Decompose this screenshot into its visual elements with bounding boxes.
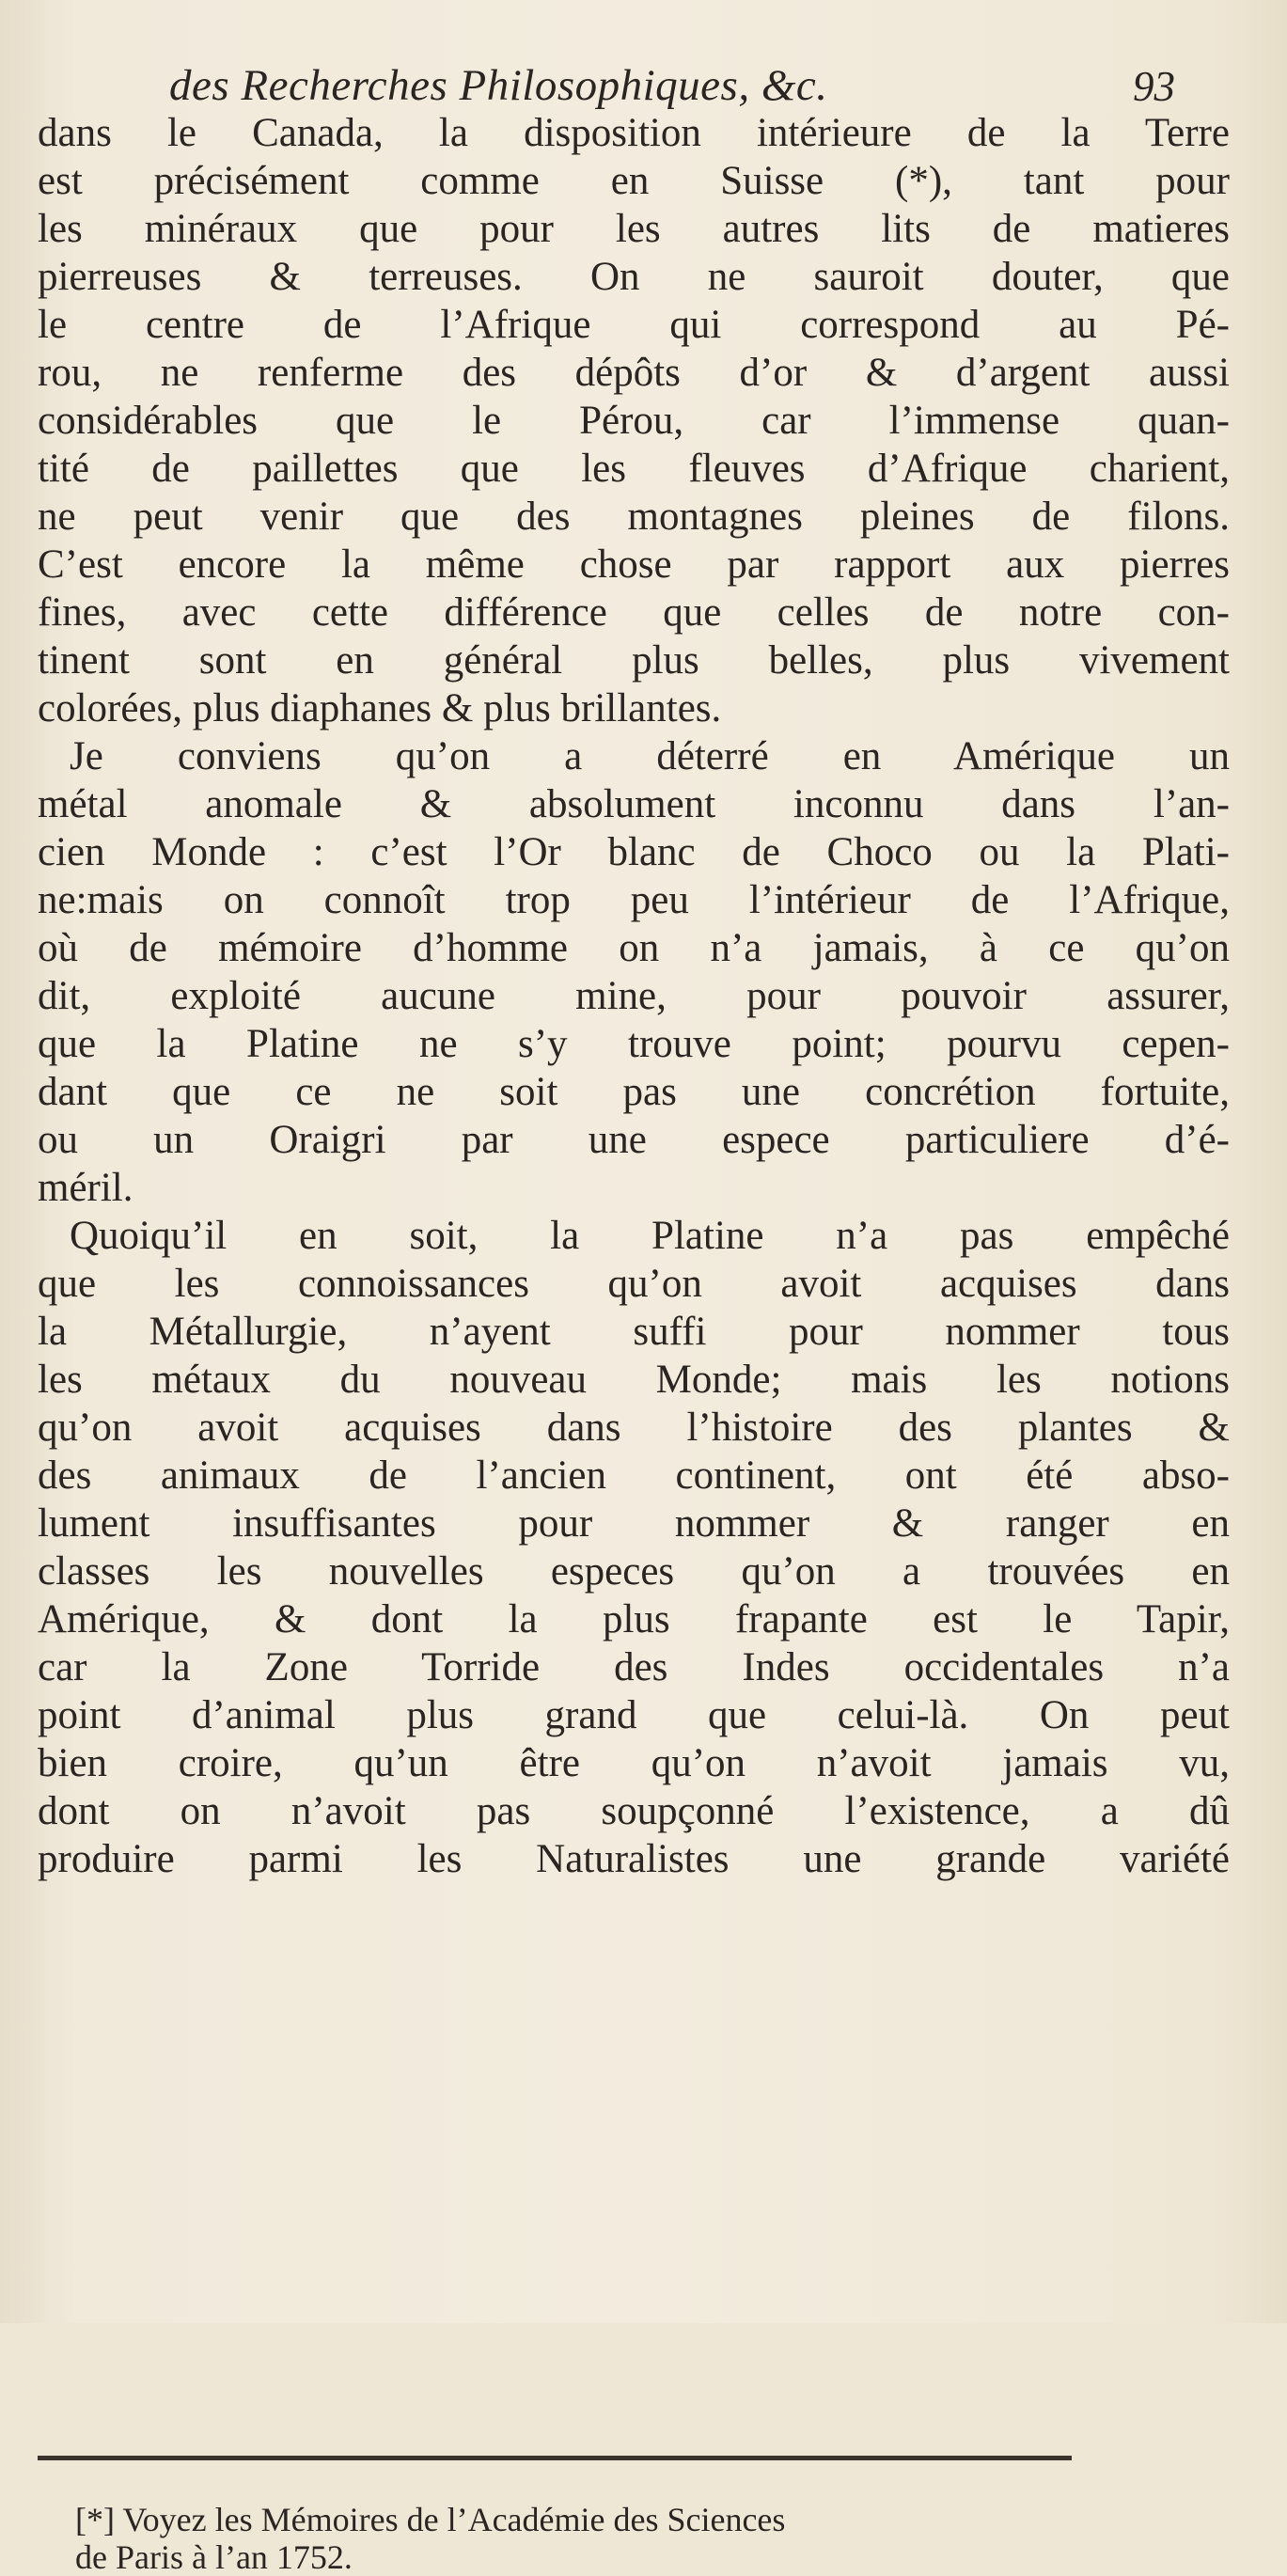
page-number: 93 bbox=[1133, 63, 1175, 110]
text-line: qu’on avoit acquises dans l’histoire des plantes & bbox=[38, 1406, 1230, 1450]
footnote-rule bbox=[38, 2456, 1072, 2460]
text-line: considérables que le Pérou, car l’immense quan- bbox=[38, 399, 1230, 443]
text-line: tité de paillettes que les fleuves d’Afrique charient, bbox=[38, 447, 1230, 491]
text-line: Quoiqu’il en soit, la Platine n’a pas empêché bbox=[70, 1214, 1230, 1258]
text-line: les minéraux que pour les autres lits de matieres bbox=[38, 207, 1230, 251]
text-line: dant que ce ne soit pas une concrétion fortuite, bbox=[38, 1070, 1230, 1114]
body-text bbox=[38, 109, 1230, 1883]
text-line: classes les nouvelles especes qu’on a trouvées en bbox=[38, 1549, 1230, 1594]
footnote-line: [*] Voyez les Mémoires de l’Académie des Sciences bbox=[75, 2501, 786, 2538]
text-line: les métaux du nouveau Monde; mais les notions bbox=[38, 1358, 1230, 1402]
text-line: dit, exploité aucune mine, pour pouvoir assurer, bbox=[38, 974, 1230, 1018]
footnotes bbox=[75, 2501, 1203, 2576]
text-line: ne:mais on connoît trop peu l’intérieur de l’Afrique, bbox=[38, 878, 1230, 922]
text-line: que la Platine ne s’y trouve point; pourvu cepen- bbox=[38, 1022, 1230, 1066]
text-line: Je conviens qu’on a déterré en Amérique un bbox=[70, 734, 1230, 778]
text-line: ne peut venir que des montagnes pleines de filons. bbox=[38, 495, 1230, 539]
running-head: des Recherches Philosophiques, &c. bbox=[169, 61, 828, 110]
text-line: Amérique, & dont la plus frapante est le Tapir, bbox=[38, 1597, 1230, 1641]
text-line: produire parmi les Naturalistes une grande variété bbox=[38, 1837, 1230, 1881]
text-line: est précisément comme en Suisse (*), tant pour bbox=[38, 159, 1230, 203]
text-line: où de mémoire d’homme on n’a jamais, à ce qu’on bbox=[38, 926, 1230, 970]
text-line: cien Monde : c’est l’Or blanc de Choco ou la Plati- bbox=[38, 830, 1230, 874]
text-line: méril. bbox=[38, 1166, 133, 1210]
text-line: métal anomale & absolument inconnu dans l’an- bbox=[38, 782, 1230, 826]
text-line: dont on n’avoit pas soupçonné l’existence, a dû bbox=[38, 1789, 1230, 1833]
footnote-line: de Paris à l’an 1752. bbox=[75, 2538, 353, 2576]
text-line: bien croire, qu’un être qu’on n’avoit jamais vu, bbox=[38, 1741, 1230, 1785]
text-line: rou, ne renferme des dépôts d’or & d’argent aussi bbox=[38, 351, 1230, 395]
text-line: que les connoissances qu’on avoit acquises dans bbox=[38, 1262, 1230, 1306]
text-line: point d’animal plus grand que celui-là. On peut bbox=[38, 1693, 1230, 1737]
text-line: fines, avec cette différence que celles de notre con- bbox=[38, 590, 1230, 635]
text-line: car la Zone Torride des Indes occidentales n’a bbox=[38, 1645, 1230, 1689]
text-line: ou un Oraigri par une espece particuliere d’é- bbox=[38, 1118, 1230, 1162]
text-line: dans le Canada, la disposition intérieure de la Terre bbox=[38, 111, 1230, 155]
text-line: colorées, plus diaphanes & plus brillantes. bbox=[38, 686, 722, 730]
text-line: le centre de l’Afrique qui correspond au Pé- bbox=[38, 303, 1230, 347]
text-line: tinent sont en général plus belles, plus vivement bbox=[38, 638, 1230, 683]
text-line: la Métallurgie, n’ayent suffi pour nommer tous bbox=[38, 1310, 1230, 1354]
text-line: des animaux de l’ancien continent, ont été abso- bbox=[38, 1453, 1230, 1498]
text-line: C’est encore la même chose par rapport aux pierres bbox=[38, 542, 1230, 587]
text-line: lument insuffisantes pour nommer & ranger en bbox=[38, 1501, 1230, 1546]
text-line: pierreuses & terreuses. On ne sauroit douter, que bbox=[38, 255, 1230, 299]
